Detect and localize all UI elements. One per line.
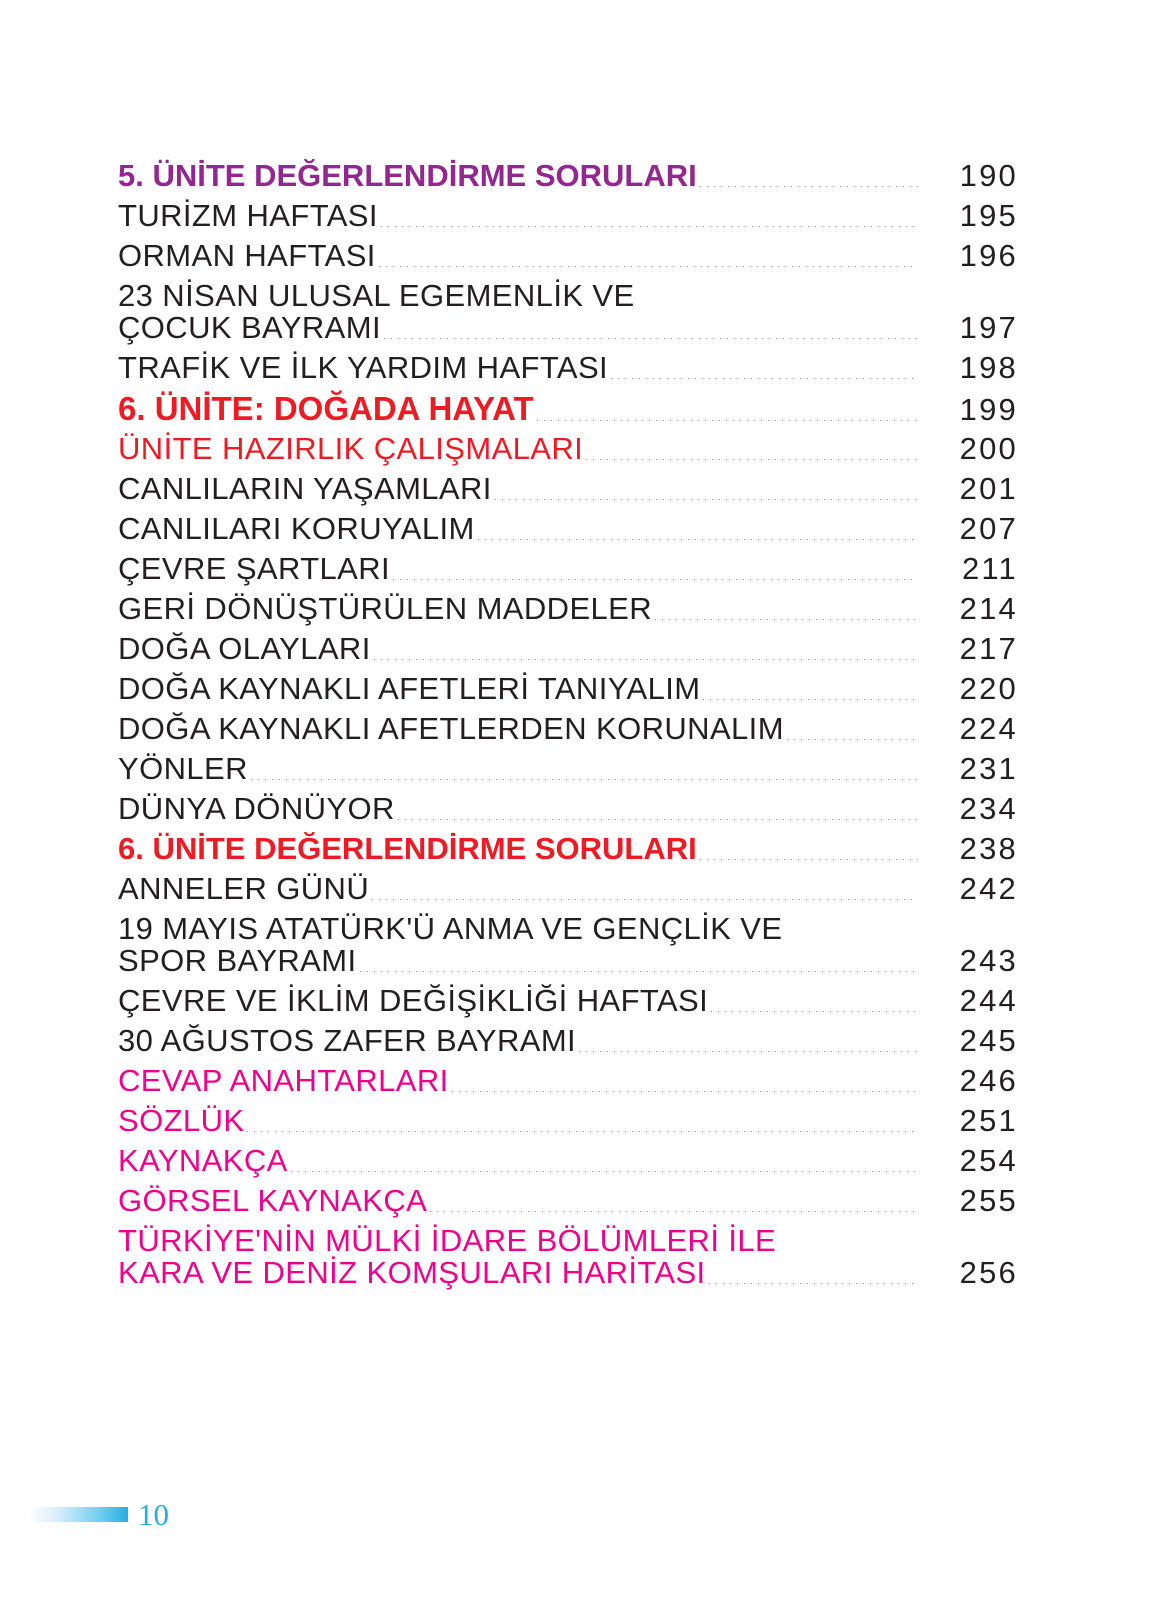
toc-dot-leader <box>700 699 918 700</box>
toc-entry[interactable] <box>118 873 1018 904</box>
toc-entry[interactable] <box>118 1065 1018 1096</box>
toc-dot-leader <box>608 378 918 379</box>
toc-entry-label: DOĞA KAYNAKLI AFETLERİ TANIYALIM <box>118 671 701 706</box>
toc-entry-label: KAYNAKÇA <box>118 1143 288 1178</box>
toc-entry-label: ÇOCUK BAYRAMI <box>118 310 381 345</box>
table-of-contents <box>118 160 1018 1297</box>
toc-dot-leader <box>288 1171 918 1172</box>
toc-dot-leader <box>395 819 918 820</box>
toc-entry[interactable] <box>118 160 1018 191</box>
toc-entry-label: DOĞA KAYNAKLI AFETLERDEN KORUNALIM <box>118 711 784 746</box>
toc-entry[interactable] <box>118 985 1018 1016</box>
toc-dot-leader <box>706 1283 918 1284</box>
toc-entry[interactable] <box>118 833 1018 864</box>
toc-entry-label: SÖZLÜK <box>118 1103 245 1138</box>
toc-entry-page-number: 197 <box>959 310 1018 345</box>
toc-dot-leader <box>697 859 918 860</box>
toc-entry-page-number: 243 <box>959 943 1018 978</box>
toc-dot-leader <box>378 226 918 227</box>
toc-entry-label: GERİ DÖNÜŞTÜRÜLEN MADDELER <box>118 591 653 626</box>
toc-dot-leader <box>427 1211 918 1212</box>
toc-entry-page-number: 200 <box>959 431 1018 466</box>
toc-entry[interactable] <box>118 793 1018 824</box>
toc-entry[interactable] <box>118 753 1018 784</box>
toc-entry[interactable] <box>118 713 1018 744</box>
toc-entry[interactable] <box>118 513 1018 544</box>
toc-entry-label: DÜNYA DÖNÜYOR <box>118 791 395 826</box>
toc-entry-label: ÇEVRE ŞARTLARI <box>118 551 391 586</box>
toc-entry[interactable] <box>118 280 1018 311</box>
toc-dot-leader <box>390 579 918 580</box>
toc-dot-leader <box>583 459 918 460</box>
toc-entry-label: CANLILARIN YAŞAMLARI <box>118 471 492 506</box>
toc-dot-leader <box>475 539 918 540</box>
toc-entry-page-number: 238 <box>959 831 1018 866</box>
toc-entry-page-number: 245 <box>959 1023 1018 1058</box>
toc-entry-label: KARA VE DENİZ KOMŞULARI HARİTASI <box>118 1255 706 1290</box>
toc-entry-label: DOĞA OLAYLARI <box>118 631 371 666</box>
toc-entry-page-number: 190 <box>959 158 1018 193</box>
toc-entry[interactable] <box>118 1257 1018 1288</box>
toc-entry[interactable] <box>118 433 1018 464</box>
toc-entry[interactable] <box>118 633 1018 664</box>
toc-entry-label: TURİZM HAFTASI <box>118 198 378 233</box>
toc-entry[interactable] <box>118 312 1018 343</box>
toc-dot-leader <box>369 899 918 900</box>
toc-dot-leader <box>449 1091 918 1092</box>
toc-dot-leader <box>248 779 918 780</box>
toc-dot-leader <box>697 186 918 187</box>
footer-page-number: 10 <box>138 1497 169 1532</box>
footer-gradient-bar <box>28 1507 128 1522</box>
toc-entry[interactable] <box>118 1145 1018 1176</box>
toc-dot-leader <box>708 1011 918 1012</box>
toc-entry[interactable] <box>118 392 1018 425</box>
toc-entry-label: CANLILARI KORUYALIM <box>118 511 475 546</box>
toc-entry[interactable] <box>118 553 1018 584</box>
toc-entry-label: TRAFİK VE İLK YARDIM HAFTASI <box>118 350 609 385</box>
toc-entry[interactable] <box>118 473 1018 504</box>
toc-entry-label: 6. ÜNİTE DEĞERLENDİRME SORULARI <box>118 831 697 866</box>
toc-entry-label: 6. ÜNİTE: DOĞADA HAYAT <box>118 390 534 427</box>
toc-entry-page-number: 251 <box>959 1103 1018 1138</box>
toc-entry-page-number: 231 <box>959 751 1018 786</box>
toc-entry-label: GÖRSEL KAYNAKÇA <box>118 1183 428 1218</box>
toc-entry-page-number: 211 <box>961 551 1018 586</box>
toc-entry[interactable] <box>118 1025 1018 1056</box>
toc-entry-page-number: 246 <box>959 1063 1018 1098</box>
toc-entry-page-number: 244 <box>959 983 1018 1018</box>
toc-entry-page-number: 217 <box>959 631 1018 666</box>
toc-entry-label: ANNELER GÜNÜ <box>118 871 370 906</box>
toc-entry-label: ÇEVRE VE İKLİM DEĞİŞİKLİĞİ HAFTASI <box>118 983 709 1018</box>
toc-entry[interactable] <box>118 200 1018 231</box>
toc-entry-page-number: 207 <box>959 511 1018 546</box>
toc-dot-leader <box>534 420 918 421</box>
toc-entry-page-number: 201 <box>959 471 1018 506</box>
toc-entry-label: TÜRKİYE'NİN MÜLKİ İDARE BÖLÜMLERİ İLE <box>118 1223 777 1258</box>
toc-entry-page-number: 254 <box>959 1143 1018 1178</box>
toc-entry-label: ORMAN HAFTASI <box>118 238 376 273</box>
toc-dot-leader <box>576 1051 918 1052</box>
toc-entry[interactable] <box>118 673 1018 704</box>
toc-entry[interactable] <box>118 1105 1018 1136</box>
toc-dot-leader <box>652 619 918 620</box>
toc-entry[interactable] <box>118 1185 1018 1216</box>
toc-entry-label: 19 MAYIS ATATÜRK'Ü ANMA VE GENÇLİK VE <box>118 911 783 946</box>
toc-entry-page-number: 198 <box>959 350 1018 385</box>
toc-entry[interactable] <box>118 1225 1018 1256</box>
toc-entry-label: ÜNİTE HAZIRLIK ÇALIŞMALARI <box>118 431 584 466</box>
toc-entry-page-number: 234 <box>959 791 1018 826</box>
toc-entry-page-number: 255 <box>959 1183 1018 1218</box>
toc-entry[interactable] <box>118 945 1018 976</box>
toc-entry-label: 5. ÜNİTE DEĞERLENDİRME SORULARI <box>118 158 697 193</box>
toc-entry[interactable] <box>118 240 1018 271</box>
toc-dot-leader <box>371 659 918 660</box>
toc-dot-leader <box>381 338 918 339</box>
toc-dot-leader <box>492 499 918 500</box>
toc-dot-leader <box>244 1131 918 1132</box>
toc-dot-leader <box>784 739 918 740</box>
toc-entry[interactable] <box>118 913 1018 944</box>
toc-dot-leader <box>376 266 918 267</box>
toc-entry-page-number: 220 <box>959 671 1018 706</box>
toc-entry-page-number: 242 <box>959 871 1018 906</box>
toc-entry-page-number: 214 <box>959 591 1018 626</box>
toc-entry-label: YÖNLER <box>118 751 248 786</box>
toc-entry-page-number: 196 <box>959 238 1018 273</box>
toc-entry[interactable] <box>118 593 1018 624</box>
toc-entry-page-number: 256 <box>959 1255 1018 1290</box>
toc-dot-leader <box>357 971 919 972</box>
toc-entry-page-number: 199 <box>959 392 1018 427</box>
toc-entry-label: SPOR BAYRAMI <box>118 943 357 978</box>
toc-entry-label: 23 NİSAN ULUSAL EGEMENLİK VE <box>118 278 635 313</box>
toc-entry-label: 30 AĞUSTOS ZAFER BAYRAMI <box>118 1023 577 1058</box>
page-footer <box>28 1499 169 1530</box>
toc-entry-page-number: 195 <box>959 198 1018 233</box>
toc-entry-page-number: 224 <box>959 711 1018 746</box>
toc-entry[interactable] <box>118 352 1018 383</box>
toc-entry-label: CEVAP ANAHTARLARI <box>118 1063 449 1098</box>
